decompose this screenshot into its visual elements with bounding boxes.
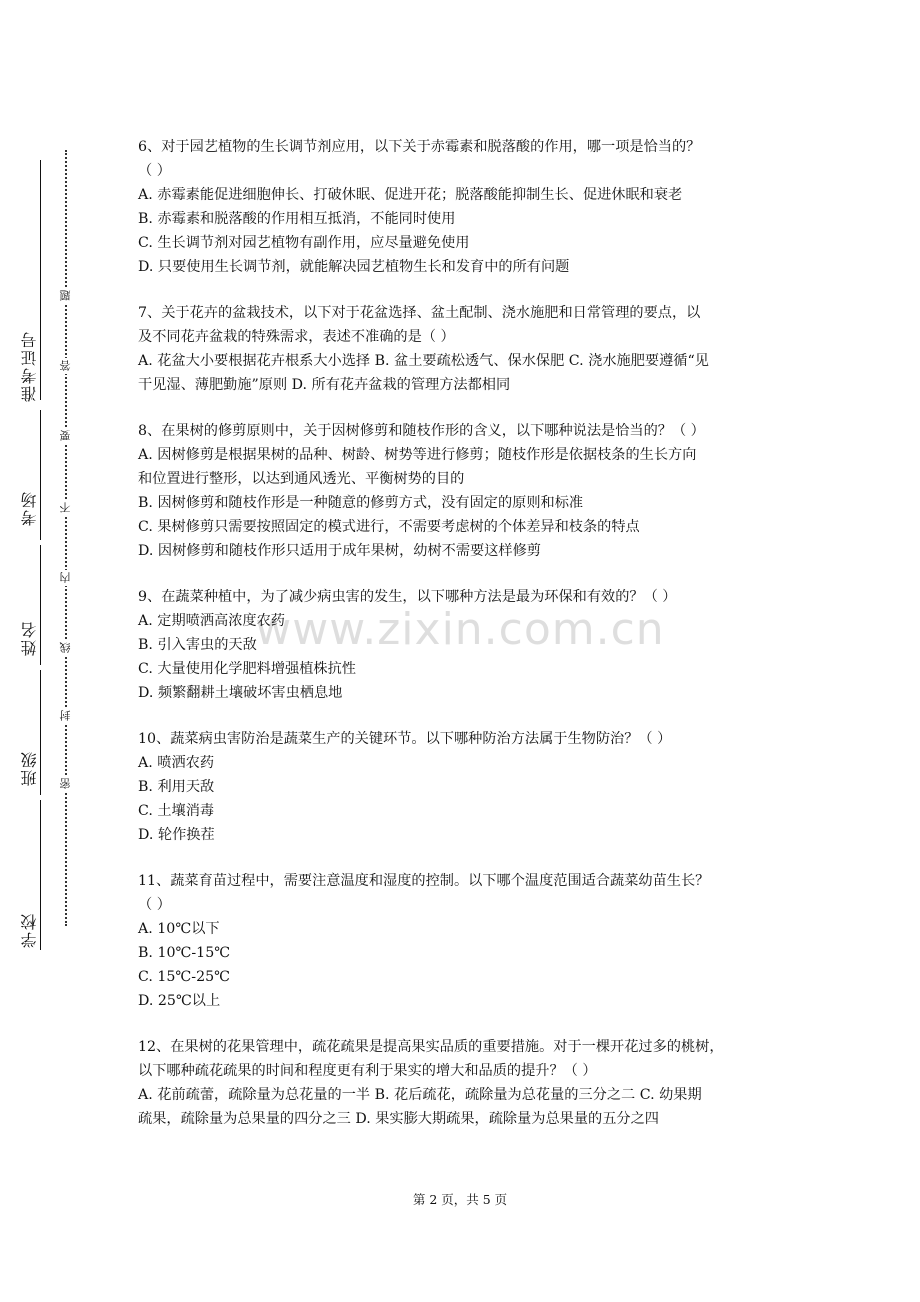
option-c: C. 大量使用化学肥料增强植株抗性 <box>138 661 356 677</box>
question-12 <box>138 1035 806 1131</box>
seal-char: 不 <box>58 500 74 516</box>
question-6 <box>138 135 806 279</box>
question-stem: 及不同花卉盆栽的特殊需求，表述不准确的是（ ） <box>138 329 455 345</box>
option-c: C. 土壤消毒 <box>138 803 215 819</box>
question-11 <box>138 869 806 1013</box>
exam-number-line <box>40 160 41 400</box>
exam-number-label: 准考证号 <box>20 330 39 402</box>
option-a-cont: 和位置进行整形，以达到通风透光、平衡树势的目的 <box>138 471 465 487</box>
option-b: B. 引入害虫的天敌 <box>138 637 257 653</box>
option-b: B. 因树修剪和随枝作形是一种随意的修剪方式，没有固定的原则和标准 <box>138 495 584 511</box>
option-a: A. 定期喷洒高浓度农药 <box>138 613 285 629</box>
question-stem: 11、蔬菜育苗过程中，需要注意温度和湿度的控制。以下哪个温度范围适合蔬菜幼苗生长？ <box>138 873 710 889</box>
option-c: C. 生长调节剂对园艺植物有副作用，应尽量避免使用 <box>138 235 470 251</box>
class-line <box>40 670 41 795</box>
name-label: 姓名 <box>20 620 39 656</box>
option-c: C. 果树修剪只需要按照固定的模式进行，不需要考虑树的个体差异和枝条的特点 <box>138 519 640 535</box>
question-stem: （ ） <box>138 163 171 179</box>
option-d: D. 轮作换茬 <box>138 827 215 843</box>
option-d: D. 25℃以上 <box>138 993 221 1009</box>
binding-margin <box>0 0 110 1302</box>
option-a: A. 喷洒农药 <box>138 755 215 771</box>
question-stem: 10、蔬菜病虫害防治是蔬菜生产的关键环节。以下哪种防治方法属于生物防治？（ ） <box>138 731 672 747</box>
question-list <box>138 135 806 1153</box>
option-d: D. 频繁翻耕土壤破坏害虫栖息地 <box>138 685 343 701</box>
option-b: B. 10℃-15℃ <box>138 945 231 961</box>
option-a: A. 赤霉素能促进细胞伸长、打破休眠、促进开花；脱落酸能抑制生长、促进休眠和衰老 <box>138 187 683 203</box>
seal-char: 线 <box>58 640 74 656</box>
watermark: www.zixin.com.cn <box>255 604 665 655</box>
question-stem: 7、关于花卉的盆栽技术，以下对于花盆选择、盆土配制、浇水施肥和日常管理的要点，以 <box>138 305 701 321</box>
seal-dotted-line <box>65 150 67 926</box>
option-b: B. 赤霉素和脱落酸的作用相互抵消，不能同时使用 <box>138 211 456 227</box>
seal-char: 答 <box>58 358 74 374</box>
question-stem: 6、对于园艺植物的生长调节剂应用，以下关于赤霉素和脱落酸的作用，哪一项是恰当的？ <box>138 139 701 155</box>
page-number: 第 2 页，共 5 页 <box>412 1192 508 1207</box>
option-d: D. 因树修剪和随枝作形只适用于成年果树，幼树不需要这样修剪 <box>138 543 541 559</box>
question-stem: 以下哪种疏花疏果的时间和程度更有利于果实的增大和品质的提升？（ ） <box>138 1063 597 1079</box>
question-7 <box>138 301 806 397</box>
question-9 <box>138 585 806 705</box>
options-line: A. 花前疏蕾，疏除量为总花量的一半 B. 花后疏花，疏除量为总花量的三分之二 C. 幼果期 <box>138 1087 702 1103</box>
options-line: 疏果，疏除量为总果量的四分之三 D. 果实膨大期疏果，疏除量为总果量的五分之四 <box>138 1111 659 1127</box>
name-line <box>40 545 41 665</box>
class-label: 班级 <box>20 750 39 786</box>
exam-room-label: 考场 <box>20 490 39 526</box>
question-stem: 12、在果树的花果管理中，疏花疏果是提高果实品质的重要措施。对于一棵开花过多的桃树， <box>138 1039 724 1055</box>
option-a: A. 因树修剪是根据果树的品种、树龄、树势等进行修剪；随枝作形是依据枝条的生长方向 <box>138 447 697 463</box>
option-b: B. 利用天敌 <box>138 779 215 795</box>
option-a: A. 10℃以下 <box>138 921 220 937</box>
question-stem: 8、在果树的修剪原则中，关于因树修剪和随枝作形的含义，以下哪种说法是恰当的？（ ） <box>138 423 705 439</box>
question-10 <box>138 727 806 847</box>
options-line: A. 花盆大小要根据花卉根系大小选择 B. 盆土要疏松透气、保水保肥 C. 浇水施肥要遵循“见 <box>138 353 709 369</box>
question-8 <box>138 419 806 563</box>
exam-room-line <box>40 410 41 540</box>
seal-char: 密 <box>58 776 74 792</box>
school-line <box>40 800 41 950</box>
question-stem: （ ） <box>138 897 171 913</box>
seal-char: 封 <box>58 708 74 724</box>
school-label: 学校 <box>20 912 39 948</box>
options-line: 干见湿、薄肥勤施”原则 D. 所有花卉盆栽的管理方法都相同 <box>138 377 511 393</box>
option-d: D. 只要使用生长调节剂，就能解决园艺植物生长和发育中的所有问题 <box>138 259 570 275</box>
seal-char: 内 <box>58 570 74 586</box>
question-stem: 9、在蔬菜种植中，为了减少病虫害的发生，以下哪种方法是最为环保和有效的？（ ） <box>138 589 677 605</box>
option-c: C. 15℃-25℃ <box>138 969 231 985</box>
seal-char: 题 <box>58 288 74 304</box>
seal-char: 要 <box>58 428 74 444</box>
